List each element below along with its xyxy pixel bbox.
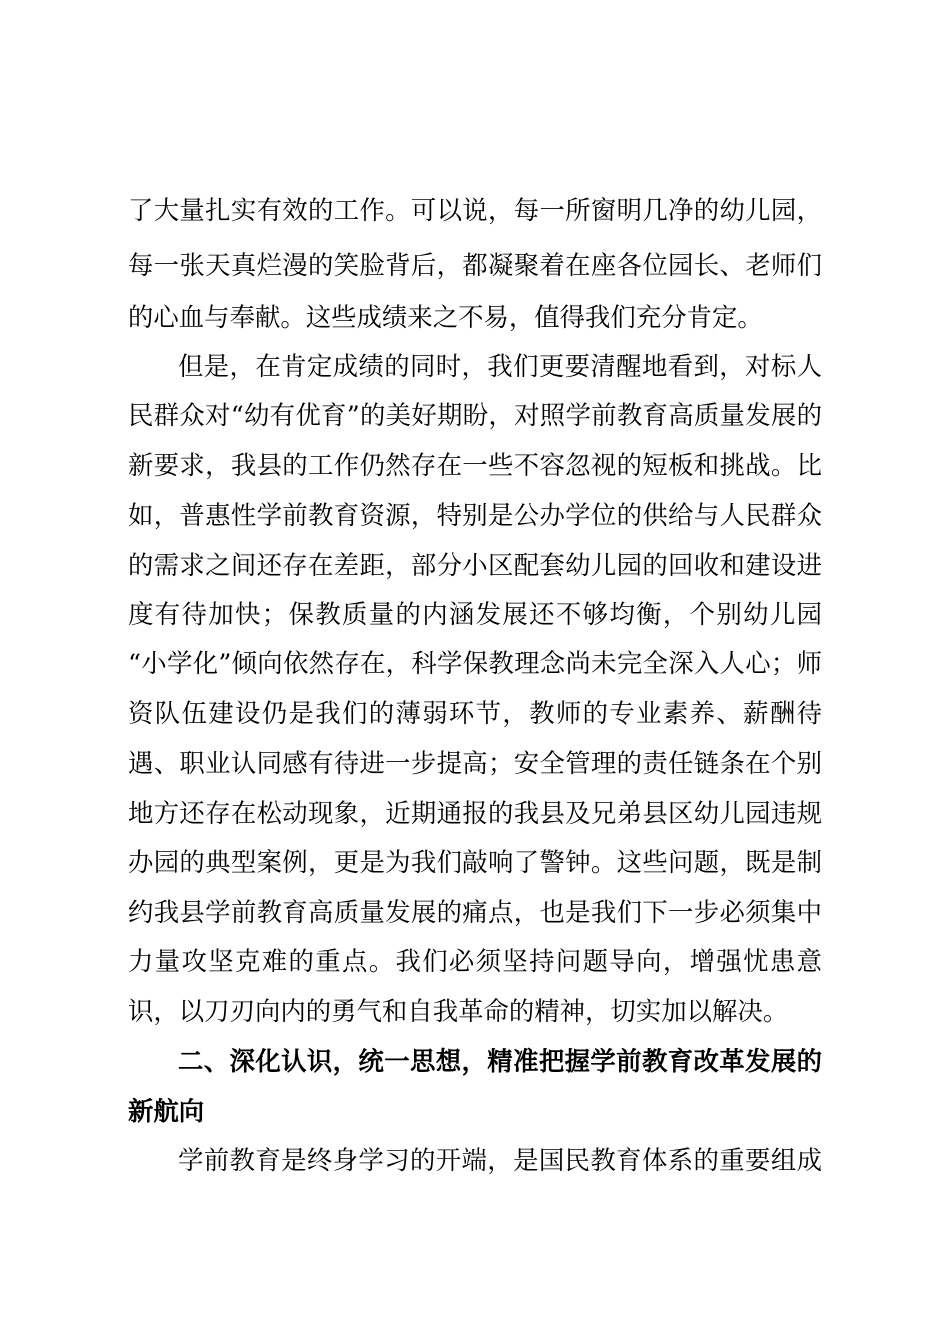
paragraph-2-line: “小学化”倾向依然存在，科学保教理念尚未完全深入人心；师	[128, 648, 822, 678]
paragraph-1-line: 每一张天真烂漫的笑脸背后，都凝聚着在座各位园长、老师们	[128, 250, 822, 280]
paragraph-2-line: 资队伍建设仍是我们的薄弱环节，教师的专业素养、薪酬待	[128, 698, 822, 728]
paragraph-2-line: 新要求，我县的工作仍然存在一些不容忽视的短板和挑战。比	[128, 450, 822, 480]
paragraph-2-line: 民群众对“幼有优育”的美好期盼，对照学前教育高质量发展的	[128, 400, 822, 430]
paragraph-2-line: 遇、职业认同感有待进一步提高；安全管理的责任链条在个别	[128, 748, 822, 778]
paragraph-2-line: 的需求之间还存在差距，部分小区配套幼儿园的回收和建设进	[128, 550, 822, 580]
paragraph-2-line: 约我县学前教育高质量发展的痛点，也是我们下一步必须集中	[128, 897, 822, 927]
paragraph-1-line: 了大量扎实有效的工作。可以说，每一所窗明几净的幼儿园，	[128, 195, 822, 225]
paragraph-2-line: 识，以刀刃向内的勇气和自我革命的精神，切实加以解决。	[128, 996, 789, 1026]
paragraph-2-line: 度有待加快；保教质量的内涵发展还不够均衡，个别幼儿园	[128, 599, 822, 629]
section-heading-line: 新航向	[128, 1096, 205, 1126]
paragraph-2-line: 力量攻坚克难的重点。我们必须坚持问题导向，增强忧患意	[128, 946, 822, 976]
paragraph-1-line: 的心血与奉献。这些成绩来之不易，值得我们充分肯定。	[128, 302, 763, 332]
paragraph-2-line: 但是，在肯定成绩的同时，我们更要清醒地看到，对标人	[178, 351, 822, 381]
paragraph-2-line: 地方还存在松动现象，近期通报的我县及兄弟县区幼儿园违规	[128, 798, 822, 828]
section-heading-line: 二、深化认识，统一思想，精准把握学前教育改革发展的	[178, 1046, 822, 1076]
paragraph-3-line: 学前教育是终身学习的开端，是国民教育体系的重要组成	[178, 1145, 822, 1175]
paragraph-2-line: 如，普惠性学前教育资源，特别是公办学位的供给与人民群众	[128, 500, 822, 530]
paragraph-2-line: 办园的典型案例，更是为我们敲响了警钟。这些问题，既是制	[128, 847, 822, 877]
